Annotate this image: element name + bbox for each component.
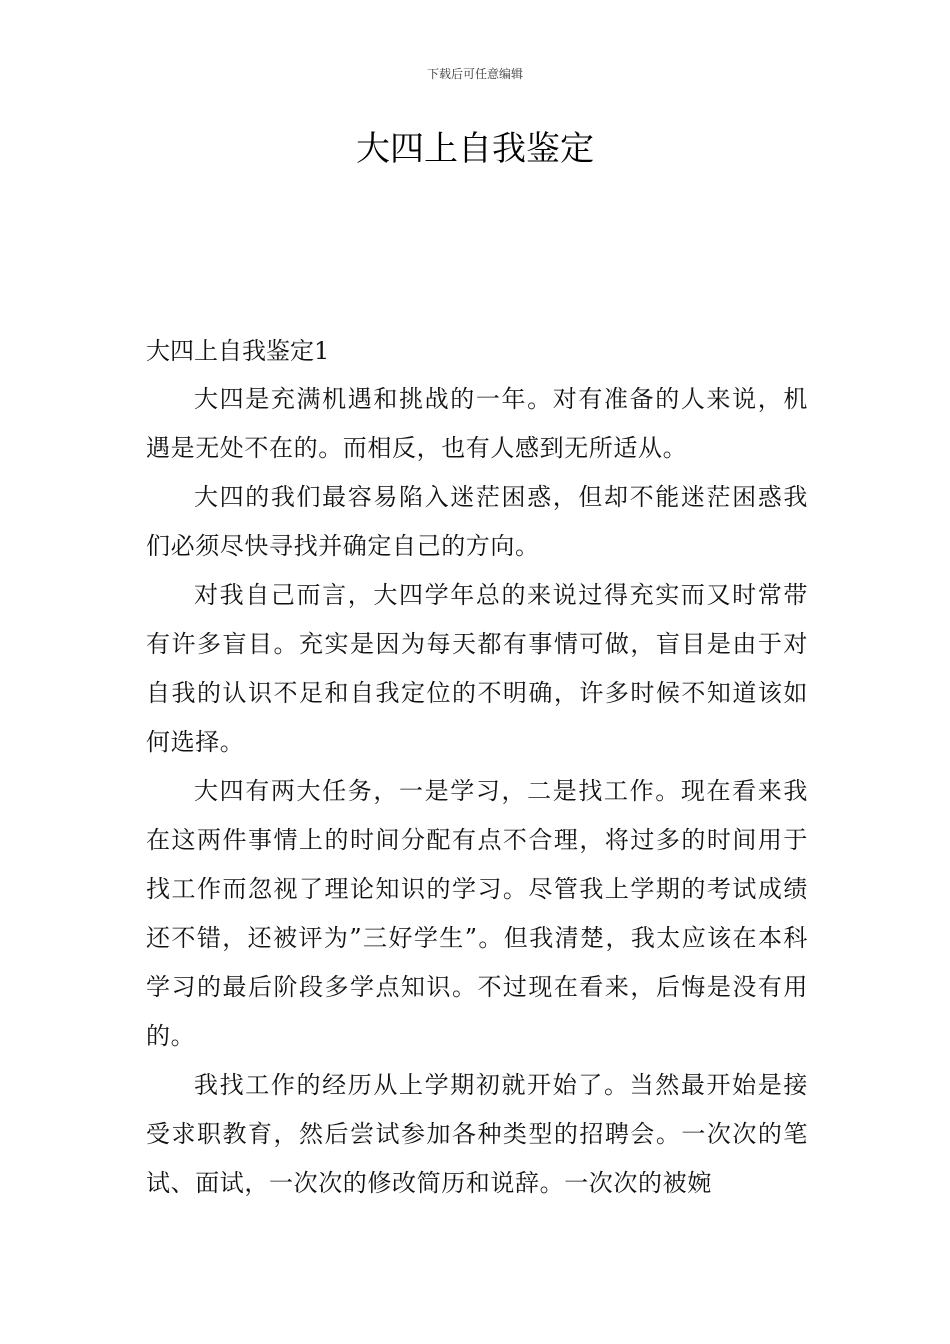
paragraph-5: 我找工作的经历从上学期初就开始了。当然最开始是接受求职教育，然后尝试参加各种类型的招聘会。一次次的笔试、面试，一次次的修改简历和说辞。一次次的被婉 <box>146 1071 808 1197</box>
document-title: 大四上自我鉴定 <box>356 129 594 169</box>
paragraph-1: 大四是充满机遇和挑战的一年。对有准备的人来说，机遇是无处不在的。而相反，也有人感到无所适从。 <box>146 385 808 462</box>
paragraph-3: 对我自己而言，大四学年总的来说过得充实而又时常带有许多盲目。充实是因为每天都有事情可做，盲目是由于对自我的认识不足和自我定位的不明确，许多时候不知道该如何选择。 <box>146 581 808 756</box>
paragraph-4: 大四有两大任务，一是学习，二是找工作。现在看来我在这两件事情上的时间分配有点不合理，将过多的时间用于找工作而忽视了理论知识的学习。尽管我上学期的考试成绩还不错，还被评为”三好学生”。但我清楚，我太应该在本科学习的最后阶段多学点知识。不过现在看来，后悔是没有用的。 <box>146 777 808 1050</box>
header-note: 下载后可任意编辑 <box>426 67 523 81</box>
paragraph-2: 大四的我们最容易陷入迷茫困惑，但却不能迷茫困惑我们必须尽快寻找并确定自己的方向。 <box>146 483 808 560</box>
section-heading: 大四上自我鉴定1 <box>146 337 330 365</box>
document-body <box>146 327 808 1208</box>
